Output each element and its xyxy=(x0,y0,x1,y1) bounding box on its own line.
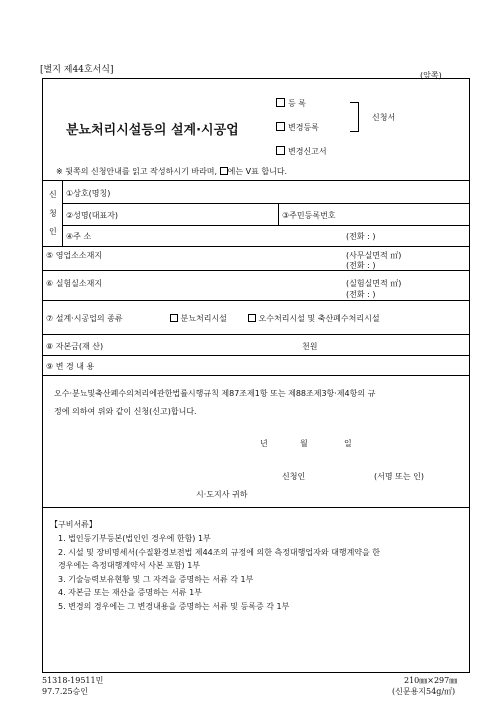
applicant-label-2: 청 xyxy=(49,209,57,218)
date-month: 월 xyxy=(300,439,308,448)
applicant-label-3: 인 xyxy=(49,227,57,236)
field-name-label: ①상호(명칭) xyxy=(66,189,111,198)
notice-text: ※ 뒷쪽의 신청안내를 읽고 작성하시기 바라며, 에는 V표 합니다. xyxy=(56,167,288,176)
footer-code: 51318-19511민 xyxy=(42,676,104,685)
form-number: [별지 제44호서식] xyxy=(40,65,114,75)
docs-title: 【구비서류】 xyxy=(50,520,97,529)
option-bracket xyxy=(350,102,359,132)
field-capital-label: ⑧ 자본금(재 산) xyxy=(46,342,104,351)
footer-paper: (신문용지54g/㎡) xyxy=(392,687,456,696)
page-side-label: (앞쪽) xyxy=(420,71,442,80)
field-address-label: ④주 소 xyxy=(66,232,92,241)
field-rep-label: ②성명(대표자) xyxy=(66,211,119,220)
signer-label: 신청인 xyxy=(282,472,306,481)
field-lab-area: (실험실면적 ㎡) xyxy=(346,279,402,288)
footer-size: 210㎜×297㎜ xyxy=(404,676,458,685)
doc-item: 3. 기술능력보유현황 및 그 자격을 증명하는 서류 각 1부 xyxy=(58,575,254,584)
field-office-area: (사무실면적 ㎡) xyxy=(346,251,402,260)
checkbox-icon xyxy=(220,167,228,175)
checkbox-icon xyxy=(276,146,285,155)
field-lab-phone: (전화 : ) xyxy=(346,290,376,299)
application-label: 신청서 xyxy=(372,113,396,122)
date-day: 일 xyxy=(344,439,352,448)
option-change-report[interactable]: 변경신고서 xyxy=(276,146,327,157)
doc-item: 경우에는 측정대행계약서 사본 포함) 1부 xyxy=(58,561,201,570)
sign-note: (서명 또는 인) xyxy=(374,472,424,481)
date-year: 년 xyxy=(260,439,268,448)
field-office-phone: (전화 : ) xyxy=(346,261,376,270)
field-type-label: ⑦ 설계·시공업의 종류 xyxy=(46,314,123,323)
checkbox-icon xyxy=(276,98,285,107)
doc-item: 2. 시설 및 장비명세서(수질환경보전법 제44조의 규정에 의한 측정대행업자와 대행계약을 한 xyxy=(58,548,381,557)
doc-item: 1. 법인등기부등본(법인인 경우에 한함) 1부 xyxy=(58,534,211,543)
applicant-label-1: 신 xyxy=(49,190,57,199)
type-option-2[interactable]: 오수처리시설 및 축산폐수처리시설 xyxy=(248,313,380,324)
form-title: 분뇨처리시설등의 설계·시공업 xyxy=(66,123,239,138)
checkbox-icon xyxy=(170,314,178,322)
field-address-phone: (전화 : ) xyxy=(346,232,376,241)
field-change-label: ⑨ 변 경 내 용 xyxy=(46,362,95,371)
footer-approval: 97.7.25승인 xyxy=(42,687,88,696)
field-office-label: ⑤ 영업소소재지 xyxy=(46,251,103,260)
field-resident-label: ③주민등록번호 xyxy=(282,211,336,220)
recipient-label: 시·도지사 귀하 xyxy=(196,490,248,499)
doc-item: 5. 변경의 경우에는 그 변경내용을 증명하는 서류 및 등록증 각 1부 xyxy=(58,602,290,611)
option-change-register[interactable]: 변경등록 xyxy=(276,122,319,133)
checkbox-icon xyxy=(276,122,285,131)
doc-item: 4. 자본금 또는 재산을 증명하는 서류 1부 xyxy=(58,588,202,597)
statement-line-2: 정에 의하여 위와 같이 신청(신고)합니다. xyxy=(54,407,197,416)
type-option-1[interactable]: 분뇨처리시설 xyxy=(170,313,227,324)
statement-line-1: 오수·분뇨및축산폐수의처리에관한법률시행규칙 제87조제1항 또는 제88조제3항·제4항의 규 xyxy=(54,389,376,398)
field-capital-unit: 천원 xyxy=(302,342,318,351)
checkbox-icon xyxy=(248,314,256,322)
field-lab-label: ⑥ 실험실소재지 xyxy=(46,279,103,288)
option-register[interactable]: 등 록 xyxy=(276,98,306,109)
